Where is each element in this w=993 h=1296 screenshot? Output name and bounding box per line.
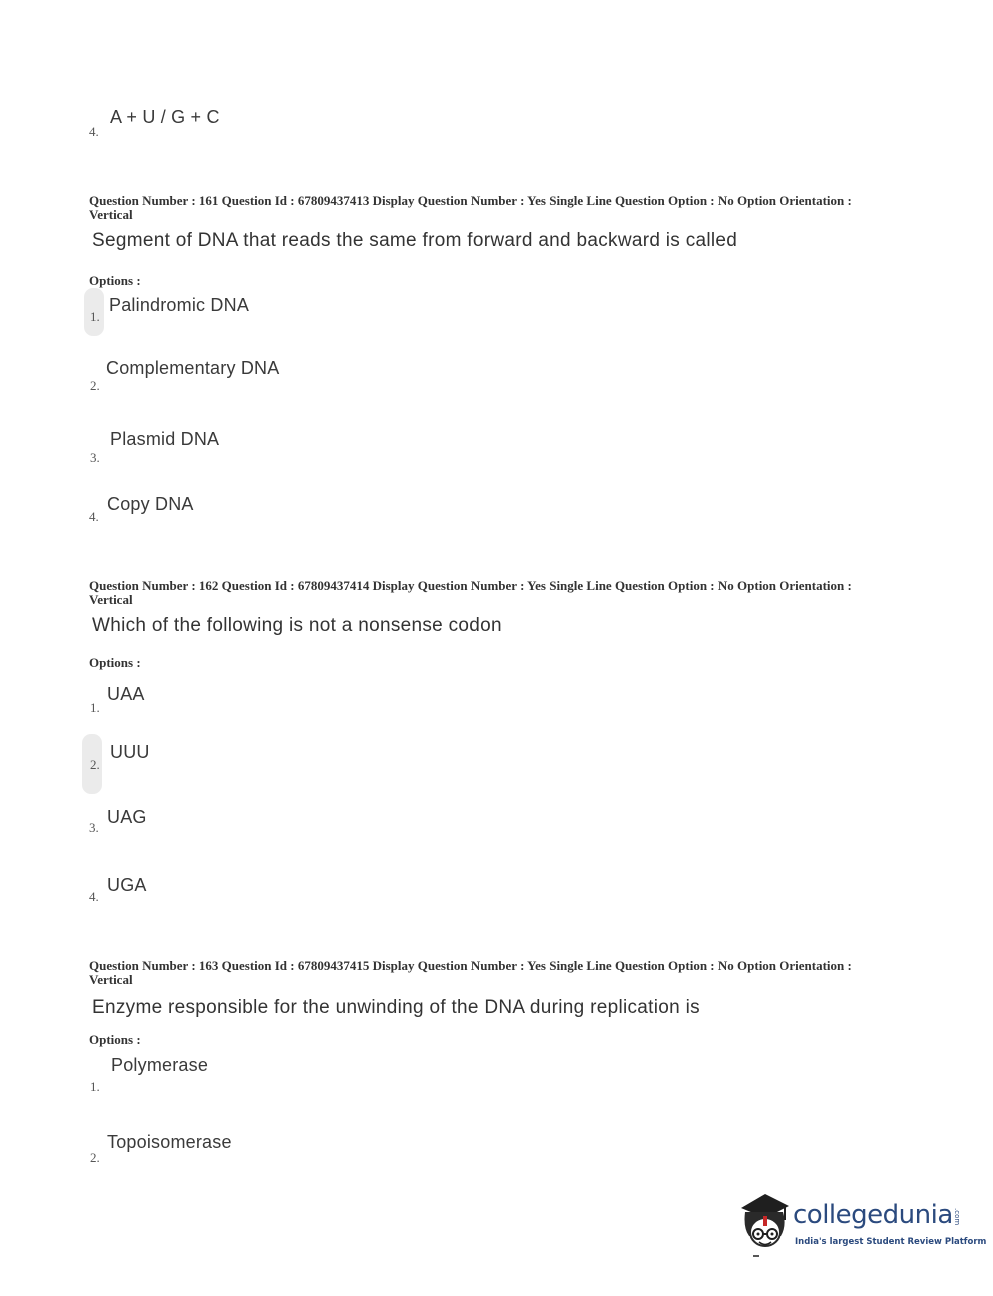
option-number: 1. bbox=[90, 700, 100, 715]
question-text: Enzyme responsible for the unwinding of the DNA during replication is bbox=[92, 997, 700, 1018]
logo-suffix: .com bbox=[953, 1208, 961, 1226]
option-text[interactable]: Polymerase bbox=[111, 1055, 209, 1075]
question-meta: Question Number : 163 Question Id : 67809437415 Display Question Number : Yes Single Line Question Option : No Option Orientation : Vertical bbox=[89, 958, 852, 987]
option-number: 2. bbox=[90, 757, 100, 772]
question-meta: Question Number : 161 Question Id : 67809437413 Display Question Number : Yes Single Line Question Option : No Option Orientation : Vertical bbox=[89, 193, 852, 222]
logo-tagline: India's largest Student Review Platform bbox=[795, 1237, 987, 1247]
logo-wordmark: collegedunia bbox=[793, 1200, 953, 1230]
option-number: 2. bbox=[90, 378, 100, 393]
option-number: 2. bbox=[90, 1150, 100, 1165]
option-number: 3. bbox=[90, 450, 100, 465]
options-label: Options : bbox=[89, 1032, 141, 1047]
option-text[interactable]: UGA bbox=[107, 875, 147, 895]
option-text[interactable]: Complementary DNA bbox=[106, 358, 280, 378]
option-number: 4. bbox=[89, 889, 99, 904]
option-text[interactable]: UAA bbox=[107, 684, 145, 704]
question-meta: Question Number : 162 Question Id : 67809437414 Display Question Number : Yes Single Line Question Option : No Option Orientation : Vertical bbox=[89, 578, 852, 607]
collegedunia-logo bbox=[735, 1190, 987, 1260]
option-number: 4. bbox=[89, 124, 99, 139]
option-text[interactable]: UAG bbox=[107, 807, 147, 827]
option-number: 1. bbox=[90, 309, 100, 324]
student-mascot-icon bbox=[735, 1190, 795, 1260]
options-label: Options : bbox=[89, 273, 141, 288]
option-text[interactable]: Topoisomerase bbox=[107, 1132, 232, 1152]
option-text: A + U / G + C bbox=[110, 107, 220, 127]
option-number: 1. bbox=[90, 1079, 100, 1094]
option-text[interactable]: Plasmid DNA bbox=[110, 429, 220, 449]
question-text: Which of the following is not a nonsense codon bbox=[92, 615, 502, 636]
options-label: Options : bbox=[89, 655, 141, 670]
option-text[interactable]: Copy DNA bbox=[107, 494, 194, 514]
option-number: 3. bbox=[89, 820, 99, 835]
option-text[interactable]: Palindromic DNA bbox=[109, 295, 250, 315]
option-number: 4. bbox=[89, 509, 99, 524]
question-text: Segment of DNA that reads the same from forward and backward is called bbox=[92, 230, 738, 251]
option-text[interactable]: UUU bbox=[110, 742, 150, 762]
